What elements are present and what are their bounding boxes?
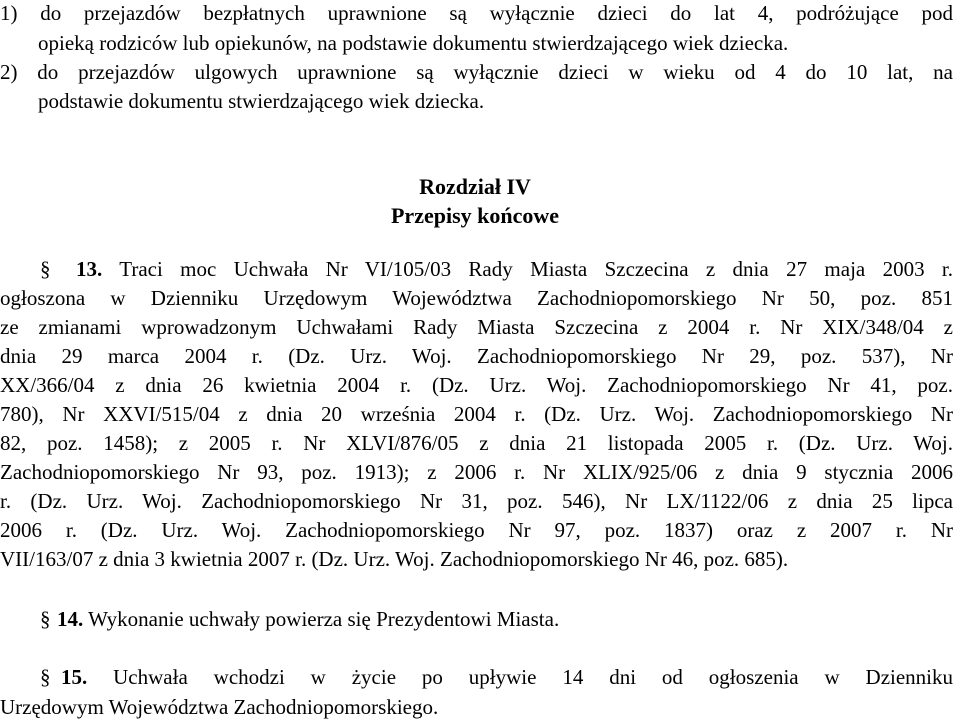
section-14-number: 14. — [57, 607, 84, 631]
section-13-line-6: 780), Nr XXVI/515/04 z dnia 20 września 2004 r. (Dz. Urz. Woj. Zachodniopomorskiego Nr — [0, 402, 953, 426]
section-symbol: § — [40, 607, 51, 631]
point-2-line-1: 2) do przejazdów ulgowych uprawnione są wyłącznie dzieci w wieku od 4 do 10 lat, na — [0, 60, 953, 84]
chapter-title: Rozdział IV — [419, 174, 531, 199]
section-13-line-2: ogłoszona w Dzienniku Urzędowym Województwa Zachodniopomorskiego Nr 50, poz. 851 — [0, 286, 953, 310]
section-14-text: Wykonanie uchwały powierza się Prezydentowi Miasta. — [88, 607, 560, 631]
point-2-line-2: podstawie dokumentu stwierdzającego wiek dziecka. — [38, 89, 485, 113]
section-13-first-line — [0, 256, 953, 283]
section-symbol: § — [40, 257, 51, 281]
section-13-line-3: ze zmianami wprowadzonym Uchwałami Rady Miasta Szczecina z 2004 r. Nr XIX/348/04 z — [0, 315, 953, 339]
section-13-line-5: XX/366/04 z dnia 26 kwietnia 2004 r. (Dz. Urz. Woj. Zachodniopomorskiego Nr 41, poz. — [0, 373, 953, 397]
section-15-line-2: Urzędowym Województwa Zachodniopomorskiego. — [0, 695, 439, 719]
point-1-line-1: 1) do przejazdów bezpłatnych uprawnione są wyłącznie dzieci do lat 4, podróżujące pod — [0, 1, 953, 25]
section-13-line-4: dnia 29 marca 2004 r. (Dz. Urz. Woj. Zachodniopomorskiego Nr 29, poz. 537), Nr — [0, 344, 953, 368]
section-13-line-11: VII/163/07 z dnia 3 kwietnia 2007 r. (Dz. Urz. Woj. Zachodniopomorskiego Nr 46, poz. 685). — [0, 547, 789, 571]
section-15-line-1: Uchwała wchodzi w życie po upływie 14 dni od ogłoszenia w Dzienniku — [113, 665, 954, 689]
section-14-line — [0, 606, 559, 633]
chapter-subtitle: Przepisy końcowe — [390, 203, 560, 228]
section-13-line-7: 82, poz. 1458); z 2005 r. Nr XLVI/876/05 z dnia 21 listopada 2005 r. (Dz. Urz. Woj. — [0, 431, 953, 455]
section-15-number: 15. — [61, 665, 88, 689]
section-13-line-9: r. (Dz. Urz. Woj. Zachodniopomorskiego Nr 31, poz. 546), Nr LX/1122/06 z dnia 25 lipca — [0, 489, 953, 513]
section-13-line-1: Traci moc Uchwała Nr VI/105/03 Rady Miasta Szczecina z dnia 27 maja 2003 r. — [119, 257, 954, 281]
section-15-first-line — [0, 664, 953, 691]
section-13-line-10: 2006 r. (Dz. Urz. Woj. Zachodniopomorskiego Nr 97, poz. 1837) oraz z 2007 r. Nr — [0, 518, 953, 542]
point-1-line-2: opieką rodziców lub opiekunów, na podstawie dokumentu stwierdzającego wiek dziecka. — [38, 31, 789, 55]
section-13-number: 13. — [76, 257, 103, 281]
section-13-line-8: Zachodniopomorskiego Nr 93, poz. 1913); z 2006 r. Nr XLIX/925/06 z dnia 9 stycznia 2006 — [0, 460, 953, 484]
section-symbol: § — [40, 665, 51, 689]
